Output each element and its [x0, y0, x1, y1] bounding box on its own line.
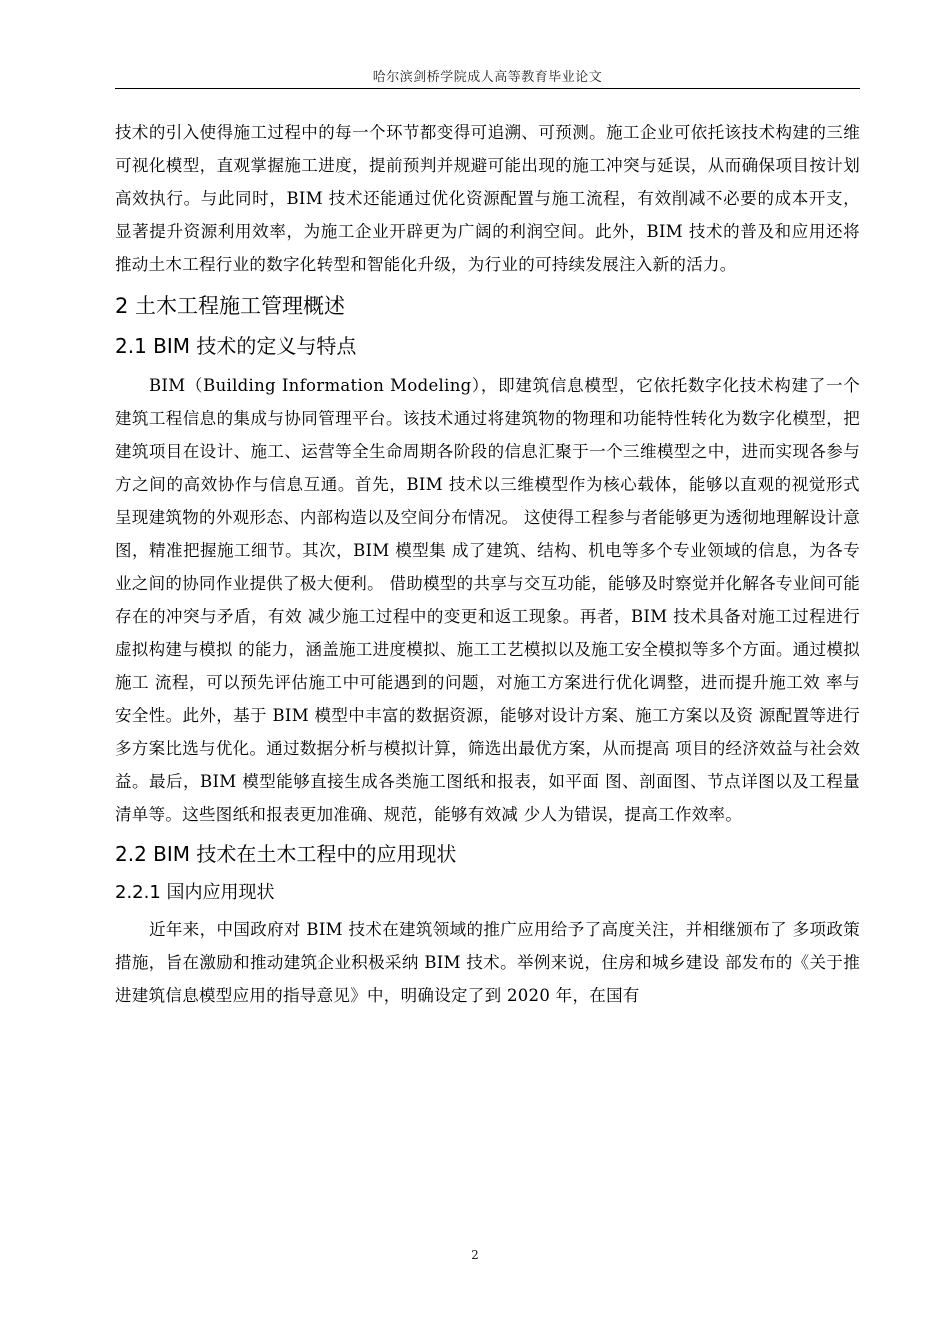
section-2-heading: 2 土木工程施工管理概述	[115, 294, 346, 318]
running-header: 哈尔滨剑桥学院成人高等教育毕业论文	[372, 70, 603, 85]
section-2-2-1-heading: 2.2.1 国内应用现状	[115, 882, 275, 903]
intro-paragraph: 技术的引入使得施工过程中的每一个环节都变得可追溯、可预测。施工企业可依托该技术构建的三维可视化模型，直观掌握施工进度，提前预判并规避可能出现的施工冲突与延误，从而确保项目按计划高效执行。与此同时，BIM 技术还能通过优化资源配置与施工流程，有效削减不必要的成本开支，显著提升资源利用效率，为施工企业开辟更为广阔的利润空间。此外，BIM 技术的普及和应用还将推动土木工程行业的数字化转型和智能化升级，为行业的可持续发展注入新的活力。	[115, 123, 860, 274]
page-content	[115, 116, 860, 1012]
section-2-1-heading: 2.1 BIM 技术的定义与特点	[115, 334, 357, 358]
section-2-1-paragraph: BIM（Building Information Modeling），即建筑信息模型，它依托数字化技术构建了一个建筑工程信息的集成与协同管理平台。该技术通过将建筑物的物理和功能特性转化为数字化模型，把建筑项目在设计、施工、运营等全生命周期各阶段的信息汇聚于一个三维模型之中，进而实现各参与方之间的高效协作与信息互通。首先，BIM 技术以三维模型作为核心载体，能够以直观的视觉形式呈现建筑物的外观形态、内部构造以及空间分布情况。 这使得工程参与者能够更为透彻地理解设计意图，精准把握施工细节。其次，BIM 模型集 成了建筑、结构、机电等多个专业领域的信息，为各专业之间的协同作业提供了极大便利。 借助模型的共享与交互功能，能够及时察觉并化解各专业间可能存在的冲突与矛盾，有效 减少施工过程中的变更和返工现象。再者，BIM 技术具备对施工过程进行虚拟构建与模拟 的能力，涵盖施工进度模拟、施工工艺模拟以及施工安全模拟等多个方面。通过模拟施工 流程，可以预先评估施工中可能遇到的问题，对施工方案进行优化调整，进而提升施工效 率与安全性。此外，基于 BIM 模型中丰富的数据资源，能够对设计方案、施工方案以及资 源配置等进行多方案比选与优化。通过数据分析与模拟计算，筛选出最优方案，从而提高 项目的经济效益与社会效益。最后，BIM 模型能够直接生成各类施工图纸和报表，如平面 图、剖面图、节点详图以及工程量清单等。这些图纸和报表更加准确、规范，能够有效减 少人为错误，提高工作效率。	[115, 376, 860, 824]
page-number: 2	[471, 1248, 479, 1262]
header-divider	[115, 88, 860, 89]
section-2-2-heading: 2.2 BIM 技术在土木工程中的应用现状	[115, 842, 457, 866]
section-2-2-1-paragraph: 近年来，中国政府对 BIM 技术在建筑领域的推广应用给予了高度关注，并相继颁布了 多项政策措施，旨在激励和推动建筑企业积极采纳 BIM 技术。举例来说，住房和城乡建设 部发布的《关于推进建筑信息模型应用的指导意见》中，明确设定了到 2020 年，在国有	[115, 920, 860, 1005]
